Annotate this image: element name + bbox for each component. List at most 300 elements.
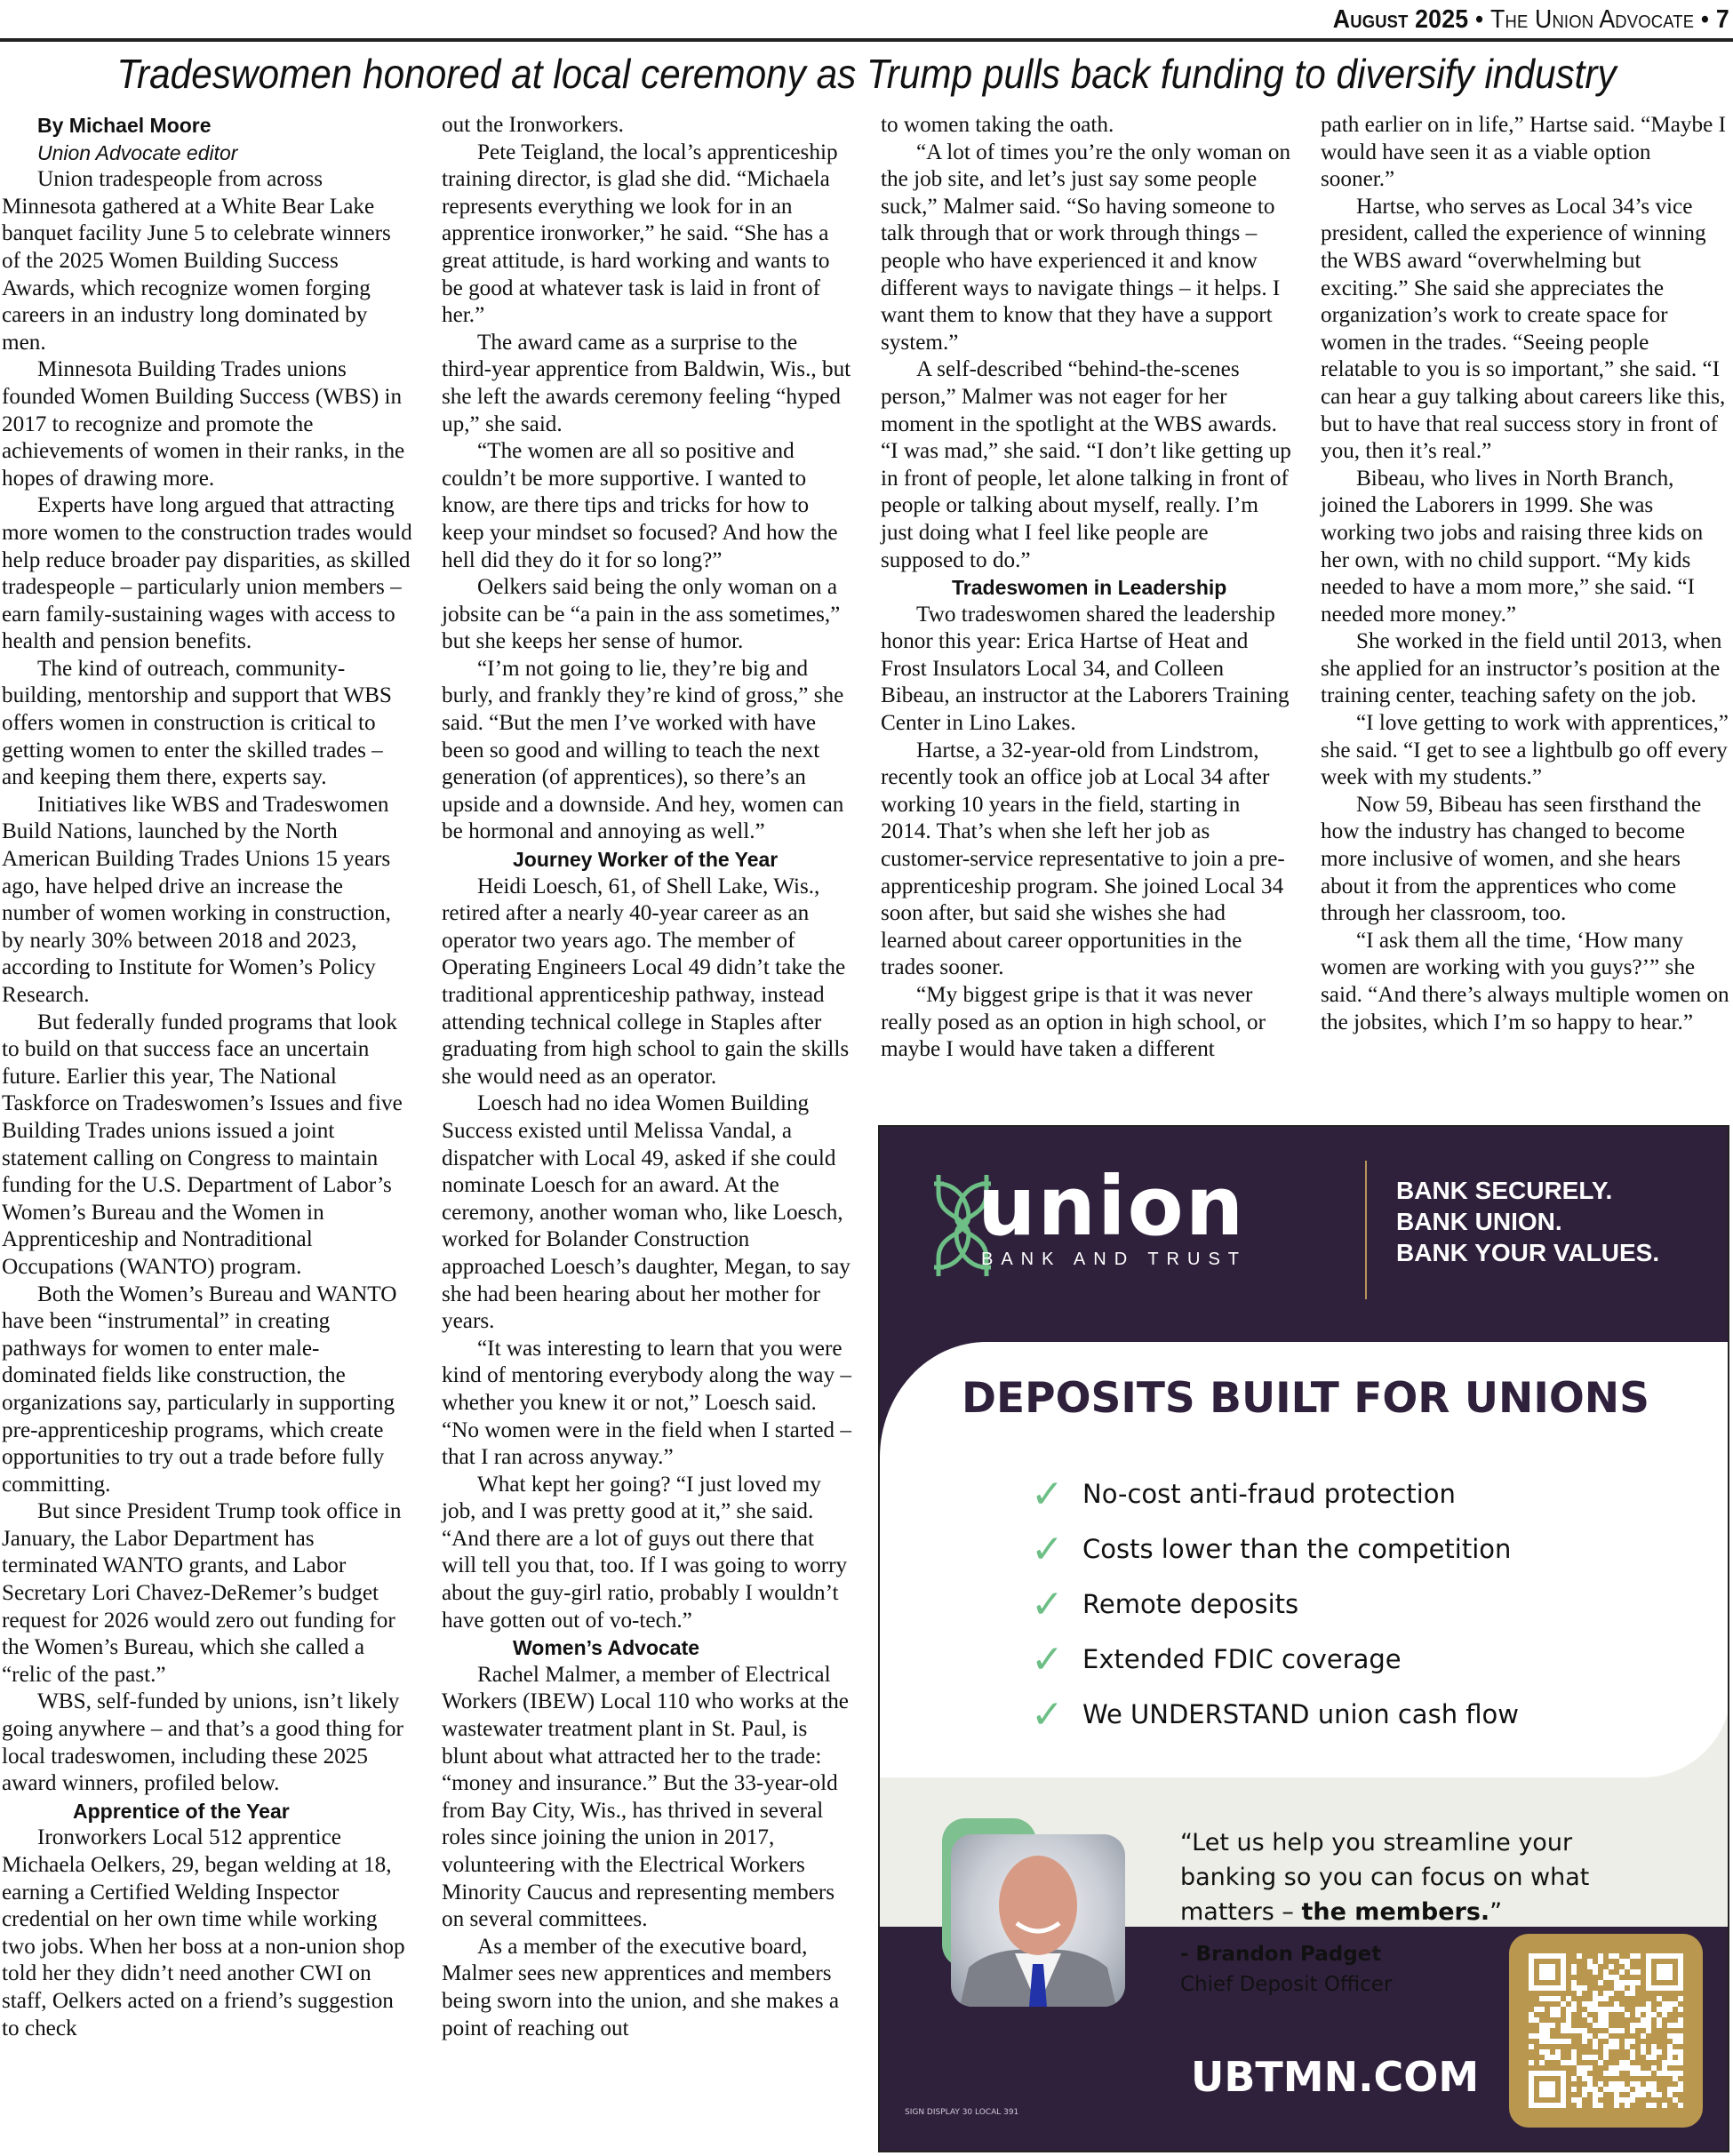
page-number: 7 — [1715, 5, 1729, 34]
qr-module — [1678, 2087, 1683, 2092]
union-bank-advertisement[interactable] — [878, 1125, 1729, 2152]
qr-module — [1566, 2060, 1571, 2065]
column-body — [1321, 112, 1729, 1036]
qr-module — [1609, 1975, 1614, 1980]
qr-module — [1646, 2103, 1651, 2108]
folio-separator: • — [1700, 5, 1710, 34]
paragraph-continued: path earlier on in life,” Hartse said. “Maybe I would have seen it as a viable option sooner.” — [1321, 113, 1726, 192]
qr-module — [1566, 1996, 1571, 2001]
union-label-bug: SIGN DISPLAY 30 LOCAL 391 — [905, 2108, 1019, 2117]
qr-module — [1593, 2087, 1598, 2092]
paragraph: Now 59, Bibeau has seen firsthand the how the industry has changed to become more inclusive of women, and she hears about it from the apprentices who come through her classroom, too. — [1321, 792, 1702, 926]
qr-module — [1641, 2087, 1646, 2092]
qr-module — [1550, 1996, 1555, 2001]
qr-module — [1641, 2033, 1646, 2039]
qr-module — [1534, 2033, 1539, 2039]
qr-code[interactable] — [1509, 1934, 1703, 2128]
qr-module — [1630, 2092, 1635, 2097]
qr-module — [1614, 2039, 1619, 2044]
qr-module — [1625, 1959, 1630, 1964]
executive-portrait — [951, 1834, 1125, 2007]
qr-module — [1587, 2001, 1593, 2007]
qr-module — [1593, 1991, 1598, 1996]
qr-module — [1577, 2103, 1582, 2108]
qr-module — [1630, 2065, 1635, 2071]
qr-module — [1625, 2060, 1630, 2065]
bank-website-link[interactable]: UBTMN.COM — [1191, 2053, 1480, 2101]
qr-module — [1582, 2012, 1587, 2017]
qr-module — [1529, 2012, 1534, 2017]
qr-module — [1598, 1980, 1603, 1985]
qr-module — [1598, 2012, 1603, 2017]
paragraph-continued: to women taking the oath. — [881, 113, 1114, 137]
column-body — [442, 112, 852, 2042]
qr-module — [1582, 2087, 1587, 2092]
qr-module — [1571, 2055, 1577, 2060]
qr-module — [1555, 2039, 1561, 2044]
tagline: BANK UNION. — [1396, 1208, 1562, 1235]
qr-module — [1561, 2060, 1566, 2065]
feature-label: No-cost anti-fraud protection — [1082, 1479, 1456, 1509]
paragraph: Pete Teigland, the local’s apprenticeship training director, is glad she did. “Michaela represents everything we look for in an apprentice ironworker,” he said. “She has a great attitude, is hard working and wants to be good at whatever task is laid in front of her.” — [442, 140, 838, 328]
qr-module — [1678, 2007, 1683, 2012]
qr-module — [1614, 1975, 1619, 1980]
qr-module — [1603, 2023, 1609, 2028]
paragraph: Loesch had no idea Women Building Success existed until Melissa Vandal, a dispatcher with Local 49, asked if she could nominate Loesch for an award. At the ceremony, another woman who, like Loesch, worked for Bolander Construction approached Loesch’s daughter, Megan, to say she had been hearing about her mother for years. — [442, 1091, 851, 1334]
paragraph: Both the Women’s Bureau and WANTO have been “instrumental” in creating pathways for women to enter male-dominated fields like construction, the organizations say, particularly in supporting pre-apprenticeship programs, which create opportunities to try out a trade before fully committing. — [2, 1282, 397, 1497]
qr-module — [1641, 2049, 1646, 2055]
qr-module — [1678, 2023, 1683, 2028]
paragraph: Heidi Loesch, 61, of Shell Lake, Wis., retired after a nearly 40-year career as an operator two years ago. The member of Operating Engineers Local 49 didn’t take the traditional apprenticeship pathway, instead attending technical college in Staples after graduating from high school to gain the skills she would need as an operator. — [442, 874, 850, 1089]
qr-module — [1673, 2071, 1678, 2076]
qr-module — [1603, 1975, 1609, 1980]
testimonial-attribution — [1180, 1939, 1392, 2000]
paragraph: Rachel Malmer, a member of Electrical Workers (IBEW) Local 110 who works at the wastewater treatment plant in St. Paul, is blunt about what attracted her to the trade: “money and insurance.” But the 33-year-old from Bay City, Wis., has thrived in several roles since joining the union in 2017, volunteering with the Electrical Workers Minority Caucus and representing members on several committees. — [442, 1662, 849, 1932]
qr-module — [1641, 2007, 1646, 2012]
page-folio — [1333, 2, 1729, 37]
feature-label: We UNDERSTAND union cash flow — [1082, 1699, 1520, 1729]
qr-module — [1630, 2049, 1635, 2055]
qr-module — [1539, 2060, 1545, 2065]
qr-module — [1598, 2017, 1603, 2023]
qr-module — [1657, 2092, 1662, 2097]
qr-module — [1630, 2039, 1635, 2044]
qr-module — [1587, 2065, 1593, 2071]
qr-module — [1646, 2028, 1651, 2033]
article-column-3 — [881, 112, 1294, 1064]
qr-module — [1550, 2055, 1555, 2060]
qr-module — [1651, 2103, 1657, 2108]
feature-label: Remote deposits — [1082, 1589, 1299, 1619]
qr-module — [1566, 2039, 1571, 2044]
qr-module — [1603, 1969, 1609, 1975]
brand-wordmark: union — [978, 1159, 1246, 1254]
section-subhead: Women’s Advocate — [513, 1636, 700, 1660]
qr-module — [1603, 2055, 1609, 2060]
qr-module — [1635, 2065, 1641, 2071]
paragraph: Hartse, who serves as Local 34’s vice president, called the experience of winning the WBS award “overwhelming but exciting.” She said she appreciates the organization’s work to create space for women in the trades. “Seeing people relatable to you is so important,” she said. “I can hear a guy talking about careers like this, but to have that real success story in front of you, then it’s real.” — [1321, 194, 1726, 464]
paragraph: Minnesota Building Trades unions founded Women Building Success (WBS) in 2017 to recognize and promote the achievements of women in their ranks, in the hopes of drawing more. — [2, 357, 405, 491]
paragraph: Bibeau, who lives in North Branch, joined the Laborers in 1999. She was working two jobs and raising three kids on her own, with no child support. “My kids needed to have a mom more,” she said. “I needed more money.” — [1321, 466, 1704, 627]
qr-module — [1614, 1980, 1619, 1985]
qr-module — [1625, 2012, 1630, 2017]
qr-module — [1651, 2065, 1657, 2071]
qr-module — [1582, 2033, 1587, 2039]
qr-code-icon — [1529, 1953, 1683, 2108]
qr-module — [1577, 2071, 1582, 2076]
qr-module — [1577, 1953, 1582, 1959]
qr-module — [1555, 2049, 1561, 2055]
qr-module — [1571, 2060, 1577, 2065]
qr-module — [1582, 2039, 1587, 2044]
qr-module — [1614, 2007, 1619, 2012]
attribution-title: Chief Deposit Officer — [1180, 1973, 1393, 1996]
qr-module — [1587, 2087, 1593, 2092]
qr-module — [1539, 2081, 1555, 2097]
qr-module — [1673, 2033, 1678, 2039]
qr-module — [1678, 2060, 1683, 2065]
qr-module — [1646, 2055, 1651, 2060]
qr-module — [1667, 2007, 1673, 2012]
qr-module — [1667, 2023, 1673, 2028]
qr-module — [1539, 2028, 1545, 2033]
section-subhead: Tradeswomen in Leadership — [952, 576, 1227, 600]
qr-module — [1630, 1991, 1635, 1996]
qr-module — [1603, 2033, 1609, 2039]
qr-module — [1603, 1996, 1609, 2001]
paragraph: Experts have long argued that attracting more women to the construction trades would help reduce broader pay disparities, as skilled tradespeople – particularly union members – earn family-sustaining wages with access to health and pension benefits. — [2, 493, 412, 654]
qr-module — [1609, 1964, 1614, 1969]
qr-module — [1651, 2049, 1657, 2055]
qr-module — [1614, 2001, 1619, 2007]
paragraph: “The women are all so positive and couldn’t be more supportive. I wanted to know, are there tips and tricks for how to keep your mindset so focused? And how the hell did they do it for so long?” — [442, 439, 838, 572]
qr-module — [1678, 2103, 1683, 2108]
qr-module — [1593, 2092, 1598, 2097]
qr-module — [1571, 1980, 1577, 1985]
qr-module — [1678, 2039, 1683, 2044]
qr-module — [1667, 2092, 1673, 2097]
qr-module — [1539, 2007, 1545, 2012]
paragraph: As a member of the executive board, Malmer sees new apprentices and members being sworn into the union, and she makes a point of reaching out — [442, 1934, 839, 2040]
qr-module — [1593, 2039, 1598, 2044]
qr-module — [1625, 1964, 1630, 1969]
feature-item — [1031, 1466, 1519, 1521]
qr-module — [1646, 2081, 1651, 2087]
qr-module — [1641, 2023, 1646, 2028]
qr-module — [1614, 1953, 1619, 1959]
qr-module — [1614, 2087, 1619, 2092]
qr-module — [1539, 2023, 1545, 2028]
qr-module — [1662, 2065, 1667, 2071]
qr-module — [1550, 2012, 1555, 2017]
qr-module — [1630, 1985, 1635, 1991]
qr-module — [1609, 2065, 1614, 2071]
qr-module — [1577, 1985, 1582, 1991]
section-subhead: Apprentice of the Year — [73, 1799, 290, 1823]
publication-name: The Union Advocate — [1490, 5, 1695, 34]
qr-module — [1651, 2087, 1657, 2092]
qr-module — [1598, 2023, 1603, 2028]
qr-module — [1566, 2028, 1571, 2033]
brand-subtitle: BANK AND TRUST — [981, 1250, 1247, 1269]
qr-module — [1571, 2028, 1577, 2033]
quote-close: ” — [1489, 1898, 1503, 1926]
testimonial-quote — [1180, 1825, 1642, 1929]
qr-module — [1667, 2049, 1673, 2055]
qr-module — [1582, 2071, 1587, 2076]
checkmark-icon: ✓ — [1031, 1636, 1064, 1682]
qr-module — [1534, 2007, 1539, 2012]
qr-module — [1587, 2081, 1593, 2087]
tagline: BANK SECURELY. — [1396, 1177, 1613, 1204]
qr-module — [1614, 2044, 1619, 2049]
qr-module — [1619, 1969, 1625, 1975]
qr-module — [1630, 2055, 1635, 2060]
qr-module — [1667, 2055, 1673, 2060]
qr-module — [1598, 1959, 1603, 1964]
qr-module — [1587, 2033, 1593, 2039]
qr-module — [1619, 2081, 1625, 2087]
qr-module — [1571, 1969, 1577, 1975]
qr-module — [1555, 2055, 1561, 2060]
qr-module — [1635, 2081, 1641, 2087]
portrait-illustration — [951, 1834, 1125, 2007]
qr-module — [1529, 2060, 1534, 2065]
qr-module — [1635, 1980, 1641, 1985]
qr-module — [1582, 1985, 1587, 1991]
qr-module — [1545, 2049, 1550, 2055]
qr-module — [1667, 2033, 1673, 2039]
qr-module — [1561, 2001, 1566, 2007]
qr-module — [1678, 2049, 1683, 2055]
qr-module — [1609, 1953, 1614, 1959]
qr-module — [1625, 2097, 1630, 2103]
paragraph: But federally funded programs that look to build on that success face an uncertain future. Earlier this year, The National Taskforce on Tradeswomen’s Issues and five Building Trades unions issued a joint statement calling on Congress to maintain funding for the U.S. Department of Labor’s Women’s Bureau and the Women in Apprenticeship and Nontraditional Occupations (WANTO) program. — [2, 1010, 403, 1279]
qr-module — [1651, 2092, 1657, 2097]
qr-module — [1598, 2060, 1603, 2065]
qr-module — [1667, 2071, 1673, 2076]
qr-module — [1614, 2097, 1619, 2103]
qr-module — [1529, 2044, 1534, 2049]
qr-module — [1609, 2028, 1614, 2033]
qr-module — [1662, 2001, 1667, 2007]
paragraph: She worked in the field until 2013, when she applied for an instructor’s position at the training center, teaching safety on the job. — [1321, 629, 1722, 708]
qr-module — [1571, 1964, 1577, 1969]
qr-module — [1673, 2023, 1678, 2028]
qr-module — [1625, 2044, 1630, 2049]
qr-module — [1609, 2071, 1614, 2076]
qr-module — [1630, 1980, 1635, 1985]
qr-module — [1662, 2012, 1667, 2017]
folio-separator: • — [1474, 5, 1484, 34]
qr-module — [1603, 2044, 1609, 2049]
feature-item — [1031, 1521, 1519, 1577]
qr-module — [1593, 1969, 1598, 1975]
qr-module — [1593, 1996, 1598, 2001]
qr-module — [1571, 2097, 1577, 2103]
qr-module — [1635, 2071, 1641, 2076]
checkmark-icon: ✓ — [1031, 1471, 1064, 1517]
attribution-name: - Brandon Padget — [1180, 1943, 1382, 1966]
paragraph: “I’m not going to lie, they’re big and burly, and frankly they’re kind of gross,” she said. “But the men I’ve worked with have been so good and willing to teach the next generation (of apprentices), so there’s an upside and a downside. And hey, women can be hormonal and annoying as well.” — [442, 656, 844, 844]
qr-module — [1582, 2001, 1587, 2007]
byline-role: Union Advocate editor — [37, 140, 238, 164]
qr-module — [1619, 2028, 1625, 2033]
qr-module — [1614, 2081, 1619, 2087]
qr-module — [1545, 2055, 1550, 2060]
qr-module — [1609, 2007, 1614, 2012]
paragraph: But since President Trump took office in January, the Labor Department has terminated WANTO grants, and Labor Secretary Lori Chavez-DeRemer’s budget request for 2026 would zero out funding for the Women’s Bureau, which she called a “relic of the past.” — [2, 1499, 402, 1687]
qr-module — [1651, 2081, 1657, 2087]
qr-module — [1566, 2007, 1571, 2012]
qr-module — [1673, 2097, 1678, 2103]
qr-module — [1657, 2071, 1662, 2076]
qr-module — [1662, 2060, 1667, 2065]
paragraph: What kept her going? “I just loved my job, and I was pretty good at it,” she said. “And there are a lot of guys out there that will tell you that, too. If I was going to worry about the guy-girl ratio, probably I wouldn’t have gotten out of vo-tech.” — [442, 1472, 848, 1633]
qr-module — [1566, 2012, 1571, 2017]
qr-module — [1619, 2007, 1625, 2012]
qr-module — [1646, 2087, 1651, 2092]
qr-module — [1566, 2023, 1571, 2028]
qr-module — [1657, 2023, 1662, 2028]
qr-module — [1673, 2087, 1678, 2092]
qr-module — [1673, 2076, 1678, 2081]
qr-module — [1678, 2033, 1683, 2039]
qr-module — [1603, 2071, 1609, 2076]
qr-module — [1651, 2055, 1657, 2060]
qr-module — [1598, 1996, 1603, 2001]
qr-module — [1587, 1964, 1593, 1969]
article-column-4 — [1321, 112, 1729, 1036]
paragraph: Oelkers said being the only woman on a jobsite can be “a pain in the ass sometimes,” but she keeps her sense of humor. — [442, 575, 841, 654]
feature-label: Extended FDIC coverage — [1082, 1644, 1402, 1674]
qr-module — [1577, 1991, 1582, 1996]
byline-author: By Michael Moore — [37, 114, 212, 137]
qr-module — [1662, 2071, 1667, 2076]
section-subhead: Journey Worker of the Year — [513, 848, 779, 872]
qr-module — [1539, 2049, 1545, 2055]
paragraph: “I love getting to work with apprentices,” she said. “I get to see a lightbulb go off every week with my students.” — [1321, 711, 1729, 790]
qr-module — [1614, 2065, 1619, 2071]
qr-module — [1614, 2028, 1619, 2033]
qr-module — [1619, 2097, 1625, 2103]
qr-module — [1593, 2055, 1598, 2060]
paragraph: The award came as a surprise to the third-year apprentice from Baldwin, Wis., but she left the awards ceremony feeling “hyped up,” she said. — [442, 330, 851, 436]
paragraph: Hartse, a 32-year-old from Lindstrom, recently took an office job at Local 34 after working 10 years in the field, starting in 2014. That’s when she left her job as customer-service representative to join a pre-apprenticeship program. She joined Local 34 soon after, but said she wishes she had learned about career opportunities in the trades sooner. — [881, 738, 1285, 980]
qr-module — [1635, 1953, 1641, 1959]
qr-module — [1555, 2007, 1561, 2012]
paragraph: “I ask them all the time, ‘How many women are working with you guys?’” she said. “And there’s always multiple women on the jobsites, which I’m so happy to hear.” — [1321, 928, 1729, 1034]
qr-module — [1561, 2023, 1566, 2028]
paragraph: “My biggest gripe is that it was never really posed as an option in high school, or maybe I would have taken a different — [881, 983, 1266, 1062]
qr-module — [1571, 2001, 1577, 2007]
checkmark-icon: ✓ — [1031, 1691, 1064, 1737]
qr-module — [1582, 2065, 1587, 2071]
qr-module — [1667, 2044, 1673, 2049]
qr-module — [1646, 2001, 1651, 2007]
logo-divider — [1365, 1161, 1367, 1299]
qr-module — [1630, 1953, 1635, 1959]
article-headline: Tradeswomen honored at local ceremony as Trump pulls back funding to diversify industry — [116, 51, 1617, 97]
qr-module — [1641, 2044, 1646, 2049]
paragraph: “A lot of times you’re the only woman on the job site, and let’s just say some people suck,” Malmer said. “So having someone to talk through that or work through things – people who have experienced it and know different ways to navigate things – it helps. I want them to know that they have a support system.” — [881, 140, 1291, 355]
qr-module — [1609, 2087, 1614, 2092]
qr-module — [1582, 2092, 1587, 2097]
column-body — [881, 112, 1294, 1064]
qr-module — [1603, 2049, 1609, 2055]
paragraph-continued: out the Ironworkers. — [442, 113, 624, 137]
qr-module — [1587, 2076, 1593, 2081]
paragraph: Union tradespeople from across Minnesota gathered at a White Bear Lake banquet facility June 5 to celebrate winners of the 2025 Women Building Success Awards, which recognize women forging careers in an industry long dominated by men. — [2, 167, 391, 355]
qr-module — [1630, 2023, 1635, 2028]
qr-module — [1630, 2071, 1635, 2076]
qr-module — [1566, 2017, 1571, 2023]
qr-module — [1555, 1996, 1561, 2001]
qr-module — [1657, 1996, 1662, 2001]
qr-module — [1561, 2039, 1566, 2044]
qr-module — [1571, 2049, 1577, 2055]
qr-module — [1539, 1996, 1545, 2001]
qr-module — [1539, 2039, 1545, 2044]
qr-module — [1593, 2097, 1598, 2103]
qr-module — [1635, 1969, 1641, 1975]
qr-module — [1625, 1980, 1630, 1985]
qr-module — [1545, 2033, 1550, 2039]
column-body — [2, 166, 412, 2042]
ad-title: DEPOSITS BUILT FOR UNIONS — [962, 1374, 1649, 1423]
qr-module — [1593, 1964, 1598, 1969]
qr-module — [1641, 2017, 1646, 2023]
qr-module — [1678, 2017, 1683, 2023]
qr-module — [1609, 2039, 1614, 2044]
qr-module — [1571, 2076, 1577, 2081]
qr-module — [1550, 2023, 1555, 2028]
qr-module — [1651, 2012, 1657, 2017]
qr-module — [1571, 2007, 1577, 2012]
paragraph: A self-described “behind-the-scenes person,” Malmer was not eager for her moment in the spotlight at the WBS awards. “I was mad,” she said. “I don’t like getting up in front of people, let alone talking in front of people or talking about myself, really. I’m just doing what I feel like people are supposed to do.” — [881, 357, 1291, 572]
qr-module — [1625, 2065, 1630, 2071]
qr-module — [1603, 2012, 1609, 2017]
feature-label: Costs lower than the competition — [1082, 1534, 1512, 1564]
qr-module — [1667, 2001, 1673, 2007]
qr-module — [1598, 2092, 1603, 2097]
quote-emphasis: the members. — [1301, 1898, 1490, 1926]
qr-module — [1609, 2081, 1614, 2087]
qr-module — [1598, 2103, 1603, 2108]
brand-taglines — [1396, 1175, 1659, 1268]
qr-module — [1646, 2012, 1651, 2017]
feature-list — [1031, 1466, 1519, 1742]
qr-module — [1593, 2001, 1598, 2007]
feature-item — [1031, 1632, 1519, 1687]
qr-module — [1598, 2007, 1603, 2012]
qr-module — [1529, 2033, 1534, 2039]
qr-module — [1673, 2060, 1678, 2065]
qr-module — [1614, 2071, 1619, 2076]
quote-text: “Let us help you streamline your banking so you can focus on what matters – — [1180, 1829, 1590, 1926]
issue-date: August 2025 — [1332, 5, 1469, 34]
qr-module — [1534, 2017, 1539, 2023]
qr-module — [1545, 1996, 1550, 2001]
qr-module — [1598, 2081, 1603, 2087]
qr-module — [1609, 1991, 1614, 1996]
qr-module — [1609, 2044, 1614, 2049]
qr-module — [1630, 2028, 1635, 2033]
header-rule — [0, 38, 1733, 42]
qr-module — [1582, 2076, 1587, 2081]
qr-module — [1657, 2007, 1662, 2012]
qr-module — [1614, 2092, 1619, 2097]
